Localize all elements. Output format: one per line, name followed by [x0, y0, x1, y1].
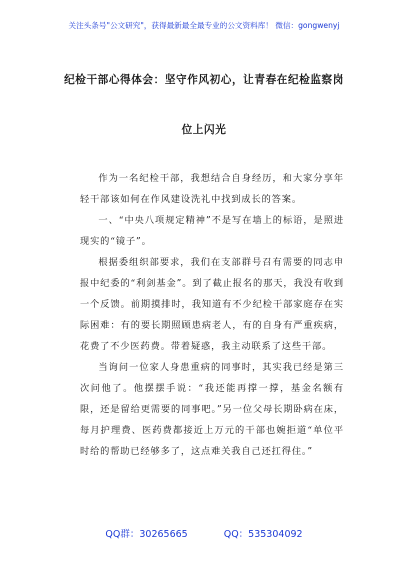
document-title-line-2: 位上闪光 — [181, 124, 227, 136]
footer-qq: QQ：535304092 — [223, 529, 303, 540]
paragraph-fund-application: 根据委组织部要求，我们在支部群号召有需要的同志申报中纪委的“利剑基金”。到了截止报名的那天，我没有收到一个反馈。前期摸排时，我知道有不少纪检干部家庭存在实际困难：有的要长期照顾患病老人，有的自身有严重疾病，花费了不少医药费。带着疑惑，我主动联系了这些干部。 — [80, 257, 344, 352]
paragraph-colleague-responses: 当询问一位家人身患重病的同事时，其实我已经是第三次问他了。他摆摆手说：“我还能再撑一撑，基金名额有限，还是留给更需要的同事吧。”另一位父母长期卧病在床，每月护理费、医药费都接近上万元的干部也婉拒道“单位平时给的帮助已经够多了，这点难关我自己还扛得住。” — [80, 362, 344, 457]
document-body — [80, 168, 344, 462]
paragraph-section-heading: 一、“中央八项规定精神”不是写在墙上的标语，是照进现实的“镜子”。 — [80, 215, 344, 247]
header-note: 关注头条号"公文研究"，获得最新最全最专业的公文资料库！ 微信：gongwenyj — [68, 21, 340, 30]
footer-contact — [0, 526, 408, 540]
document-title-line-1: 纪检干部心得体会：坚守作风初心，让青春在纪检监察岗 — [64, 74, 344, 86]
paragraph-intro: 作为一名纪检干部，我想结合自身经历，和大家分享年轻干部该如何在作风建设洗礼中找到成长的答案。 — [80, 173, 344, 205]
footer-qq-group: QQ群：30265665 — [105, 529, 188, 540]
